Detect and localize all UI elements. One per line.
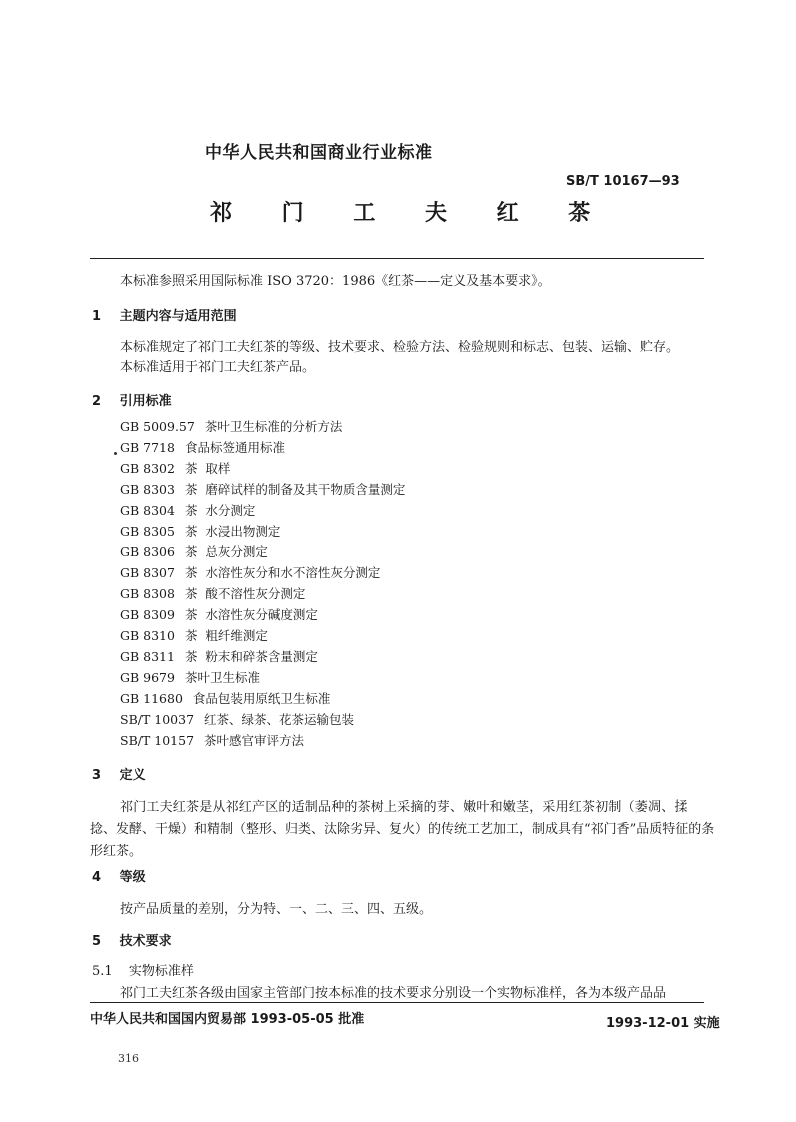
grades-paragraph: 按产品质量的差别，分为特、一、二、三、四、五级。	[120, 902, 433, 917]
section-3-heading	[92, 764, 146, 783]
reference-title: 食品包装用原纸卫生标准	[192, 690, 331, 706]
section-1-paragraph-2: 本标准适用于祁门工夫红茶产品。	[120, 360, 316, 375]
reference-title: 茶 酸不溶性灰分测定	[184, 586, 306, 602]
issuing-body: 中华人民共和国商业行业标准	[205, 143, 433, 163]
reference-item	[120, 627, 268, 645]
print-speck	[114, 452, 117, 455]
reference-title: 茶 水浸出物测定	[184, 523, 281, 539]
reference-code: SB/T 10157	[120, 732, 195, 748]
reference-item	[120, 732, 304, 750]
section-5-heading	[92, 930, 172, 949]
reference-title: 茶叶感官审评方法	[204, 732, 305, 748]
section-4-heading	[92, 866, 146, 885]
effective-date: 1993-12-01 实施	[606, 1016, 720, 1031]
section-number: 2	[92, 394, 102, 409]
reference-code: GB 9679	[120, 669, 175, 685]
reference-code: GB 8308	[120, 586, 175, 602]
reference-item	[120, 564, 380, 582]
standard-code: SB/T 10167—93	[566, 174, 680, 189]
reference-code: GB 8306	[120, 544, 175, 560]
reference-item	[120, 606, 318, 624]
reference-item	[120, 690, 330, 708]
reference-code: GB 8311	[120, 648, 175, 664]
section-number: 5	[92, 934, 102, 949]
reference-code: GB 8310	[120, 628, 175, 643]
reference-code: SB/T 10037	[120, 711, 195, 727]
section-2-heading	[92, 390, 172, 409]
header-rule	[90, 258, 704, 259]
reference-item	[120, 502, 255, 520]
reference-title: 茶 取样	[184, 460, 231, 476]
definition-line-3: 形红茶。	[90, 844, 143, 859]
reference-code: GB 8309	[120, 607, 175, 623]
reference-item	[120, 523, 280, 541]
reference-code: GB 8302	[120, 460, 175, 476]
section-title: 主题内容与适用范围	[119, 309, 237, 324]
document-title: 祁 门 工 夫 红 茶	[210, 201, 605, 226]
reference-code: GB 11680	[120, 690, 183, 706]
reference-item	[120, 481, 405, 499]
section-1-paragraph-1: 本标准规定了祁门工夫红茶的等级、技术要求、检验方法、检验规则和标志、包装、运输、贮存。	[120, 340, 680, 355]
section-title: 引用标准	[119, 394, 172, 409]
section-title: 技术要求	[119, 934, 172, 949]
reference-title: 茶 总灰分测定	[184, 544, 268, 560]
reference-title: 茶叶卫生标准的分析方法	[204, 419, 343, 434]
reference-title: 茶 水溶性灰分碱度测定	[184, 607, 318, 623]
reference-title: 茶 水分测定	[184, 502, 256, 518]
reference-title: 红茶、绿茶、花茶运输包装	[204, 711, 355, 727]
section-number: 3	[92, 768, 102, 783]
approval-line: 中华人民共和国国内贸易部 1993-05-05 批准	[90, 1012, 365, 1027]
definition-line-1: 祁门工夫红茶是从祁红产区的适制品种的茶树上采摘的芽、嫩叶和嫩茎，采用红茶初制（萎凋、揉	[120, 800, 688, 815]
intro-paragraph: 本标准参照采用国际标准 ISO 3720：1986《红茶——定义及基本要求》。	[120, 274, 551, 289]
reference-item	[120, 543, 268, 561]
reference-code: GB 8305	[120, 523, 175, 539]
reference-item	[120, 669, 260, 687]
subsection-number: 5.1	[92, 964, 113, 979]
reference-title: 食品标签通用标准	[184, 439, 285, 455]
reference-item	[120, 418, 342, 436]
reference-item	[120, 648, 318, 666]
reference-title: 茶叶卫生标准	[184, 669, 260, 685]
definition-line-2: 捻、发酵、干燥）和精制（整形、归类、汰除劣异、复火）的传统工艺加工，制成具有“祁门香”品质特征的条	[90, 822, 715, 837]
section-1-heading	[92, 305, 237, 324]
section-number: 1	[92, 309, 102, 324]
section-title: 等级	[119, 870, 146, 885]
reference-item	[120, 460, 230, 478]
standard-sample-paragraph: 祁门工夫红茶各级由国家主管部门按本标准的技术要求分别设一个实物标准样，各为本级产品品	[120, 986, 667, 1001]
page-number: 316	[118, 1052, 139, 1065]
section-number: 4	[92, 870, 102, 885]
reference-item	[120, 585, 305, 603]
subsection-title: 实物标准样	[128, 964, 194, 979]
reference-code: GB 5009.57	[120, 419, 195, 434]
reference-title: 茶 水溶性灰分和水不溶性灰分测定	[184, 565, 381, 581]
reference-code: GB 8307	[120, 565, 175, 581]
section-title: 定义	[119, 768, 146, 783]
reference-code: GB 7718	[120, 439, 175, 455]
reference-code: GB 8304	[120, 502, 175, 518]
subsection-5-1-heading	[92, 960, 194, 979]
reference-title: 茶 粉末和碎茶含量测定	[184, 648, 318, 664]
reference-title: 茶 磨碎试样的制备及其干物质含量测定	[184, 481, 406, 497]
reference-item	[120, 711, 354, 729]
reference-title: 茶 粗纤维测定	[184, 628, 268, 643]
reference-code: GB 8303	[120, 481, 175, 497]
reference-item	[120, 439, 285, 457]
footer-rule	[90, 1002, 704, 1003]
